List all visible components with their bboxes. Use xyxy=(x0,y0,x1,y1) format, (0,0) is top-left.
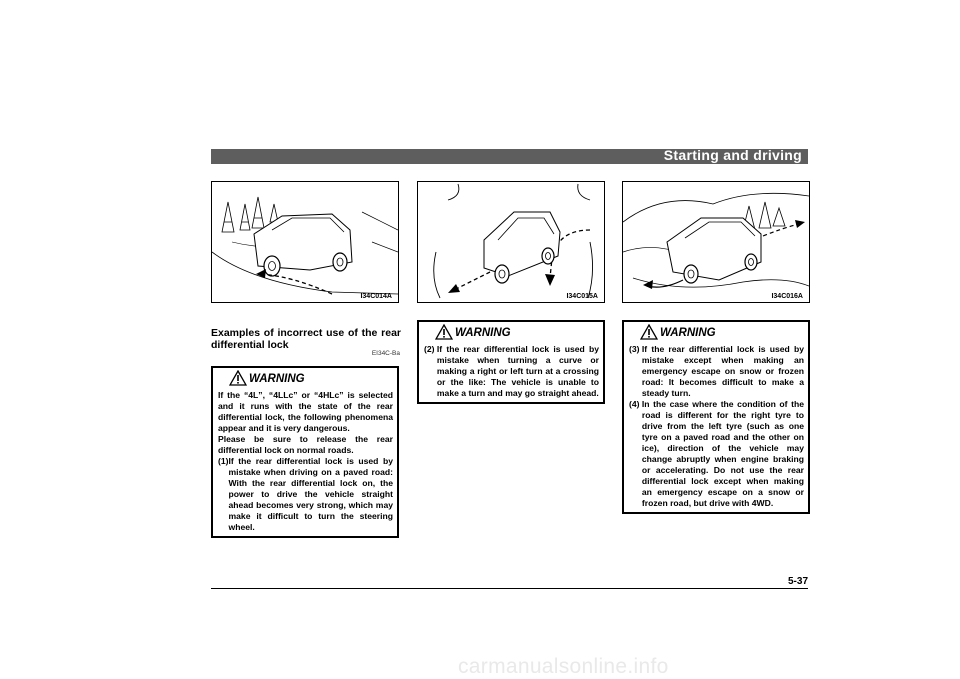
warning-box-1 xyxy=(211,366,399,538)
figure-code: I34C015A xyxy=(566,293,598,300)
item-number: (3) xyxy=(629,344,640,354)
warning-box-3 xyxy=(622,320,810,514)
illustration-car-on-snow xyxy=(623,182,809,302)
warning-item xyxy=(424,344,599,399)
warning-header xyxy=(419,322,603,344)
warning-item xyxy=(218,456,393,533)
warning-note: Please be sure to release the rear differential lock on normal roads. xyxy=(218,434,393,455)
warning-title: WARNING xyxy=(249,373,305,385)
figure-code: I34C014A xyxy=(360,293,392,300)
illustration-car-on-paved-road xyxy=(212,182,398,302)
warning-intro: If the “4L”, “4LLc” or “4HLc” is selected and it runs with the state of the rear differential lock, the following phenomena appear and it is very dangerous. xyxy=(218,390,393,433)
section-header-bar xyxy=(211,149,808,164)
warning-title: WARNING xyxy=(660,327,716,339)
figure-code: I34C016A xyxy=(771,293,803,300)
item-number: (4) xyxy=(629,399,640,409)
warning-triangle-icon xyxy=(640,324,658,340)
item-text: If the rear differential lock is used by mistake when turning a curve or making a right or left turn at a crossing or the like: The vehicle is unable to make a turn and may go straight ahead. xyxy=(436,344,599,398)
footer-divider xyxy=(211,588,808,589)
warning-item xyxy=(629,344,804,399)
section-header-title: Starting and driving xyxy=(663,147,802,163)
watermark: carmanualsonline.info xyxy=(458,655,669,678)
warning-title: WARNING xyxy=(455,327,511,339)
page-number: 5-37 xyxy=(787,576,808,587)
warning-item xyxy=(629,399,804,509)
item-number: (2) xyxy=(424,344,435,354)
warning-triangle-icon xyxy=(435,324,453,340)
illustration-car-turning xyxy=(418,182,604,302)
section-title: Examples of incorrect use of the rear differential lock xyxy=(211,327,401,351)
warning-triangle-icon xyxy=(229,370,247,386)
warning-header xyxy=(213,368,397,390)
section-code: EI34C-Ba xyxy=(371,350,400,357)
warning-box-2 xyxy=(417,320,605,404)
item-text: If the rear differential lock is used by mistake except when making an emergency escape on snow or frozen road: It becomes difficult to make a steady turn. xyxy=(641,344,804,398)
item-text: In the case where the condition of the road is different for the right tyre to drive from the left tyre (such as one tyre on a paved road and the other on ice), direction of the vehicle may change abruptly when engine braking or accelerating. Do not use the rear differential lock except when making an emergency escape on a snow or frozen road, but drive with 4WD. xyxy=(641,399,804,508)
figure-1 xyxy=(211,181,399,303)
figure-2 xyxy=(417,181,605,303)
warning-header xyxy=(624,322,808,344)
item-number: (1) xyxy=(218,456,229,466)
item-text: If the rear differential lock is used by mistake when driving on a paved road: With the rear differential lock on, the power to drive the vehicle straight ahead becomes very strong, which may make it difficult to turn the steering wheel. xyxy=(228,456,393,532)
figure-3 xyxy=(622,181,810,303)
